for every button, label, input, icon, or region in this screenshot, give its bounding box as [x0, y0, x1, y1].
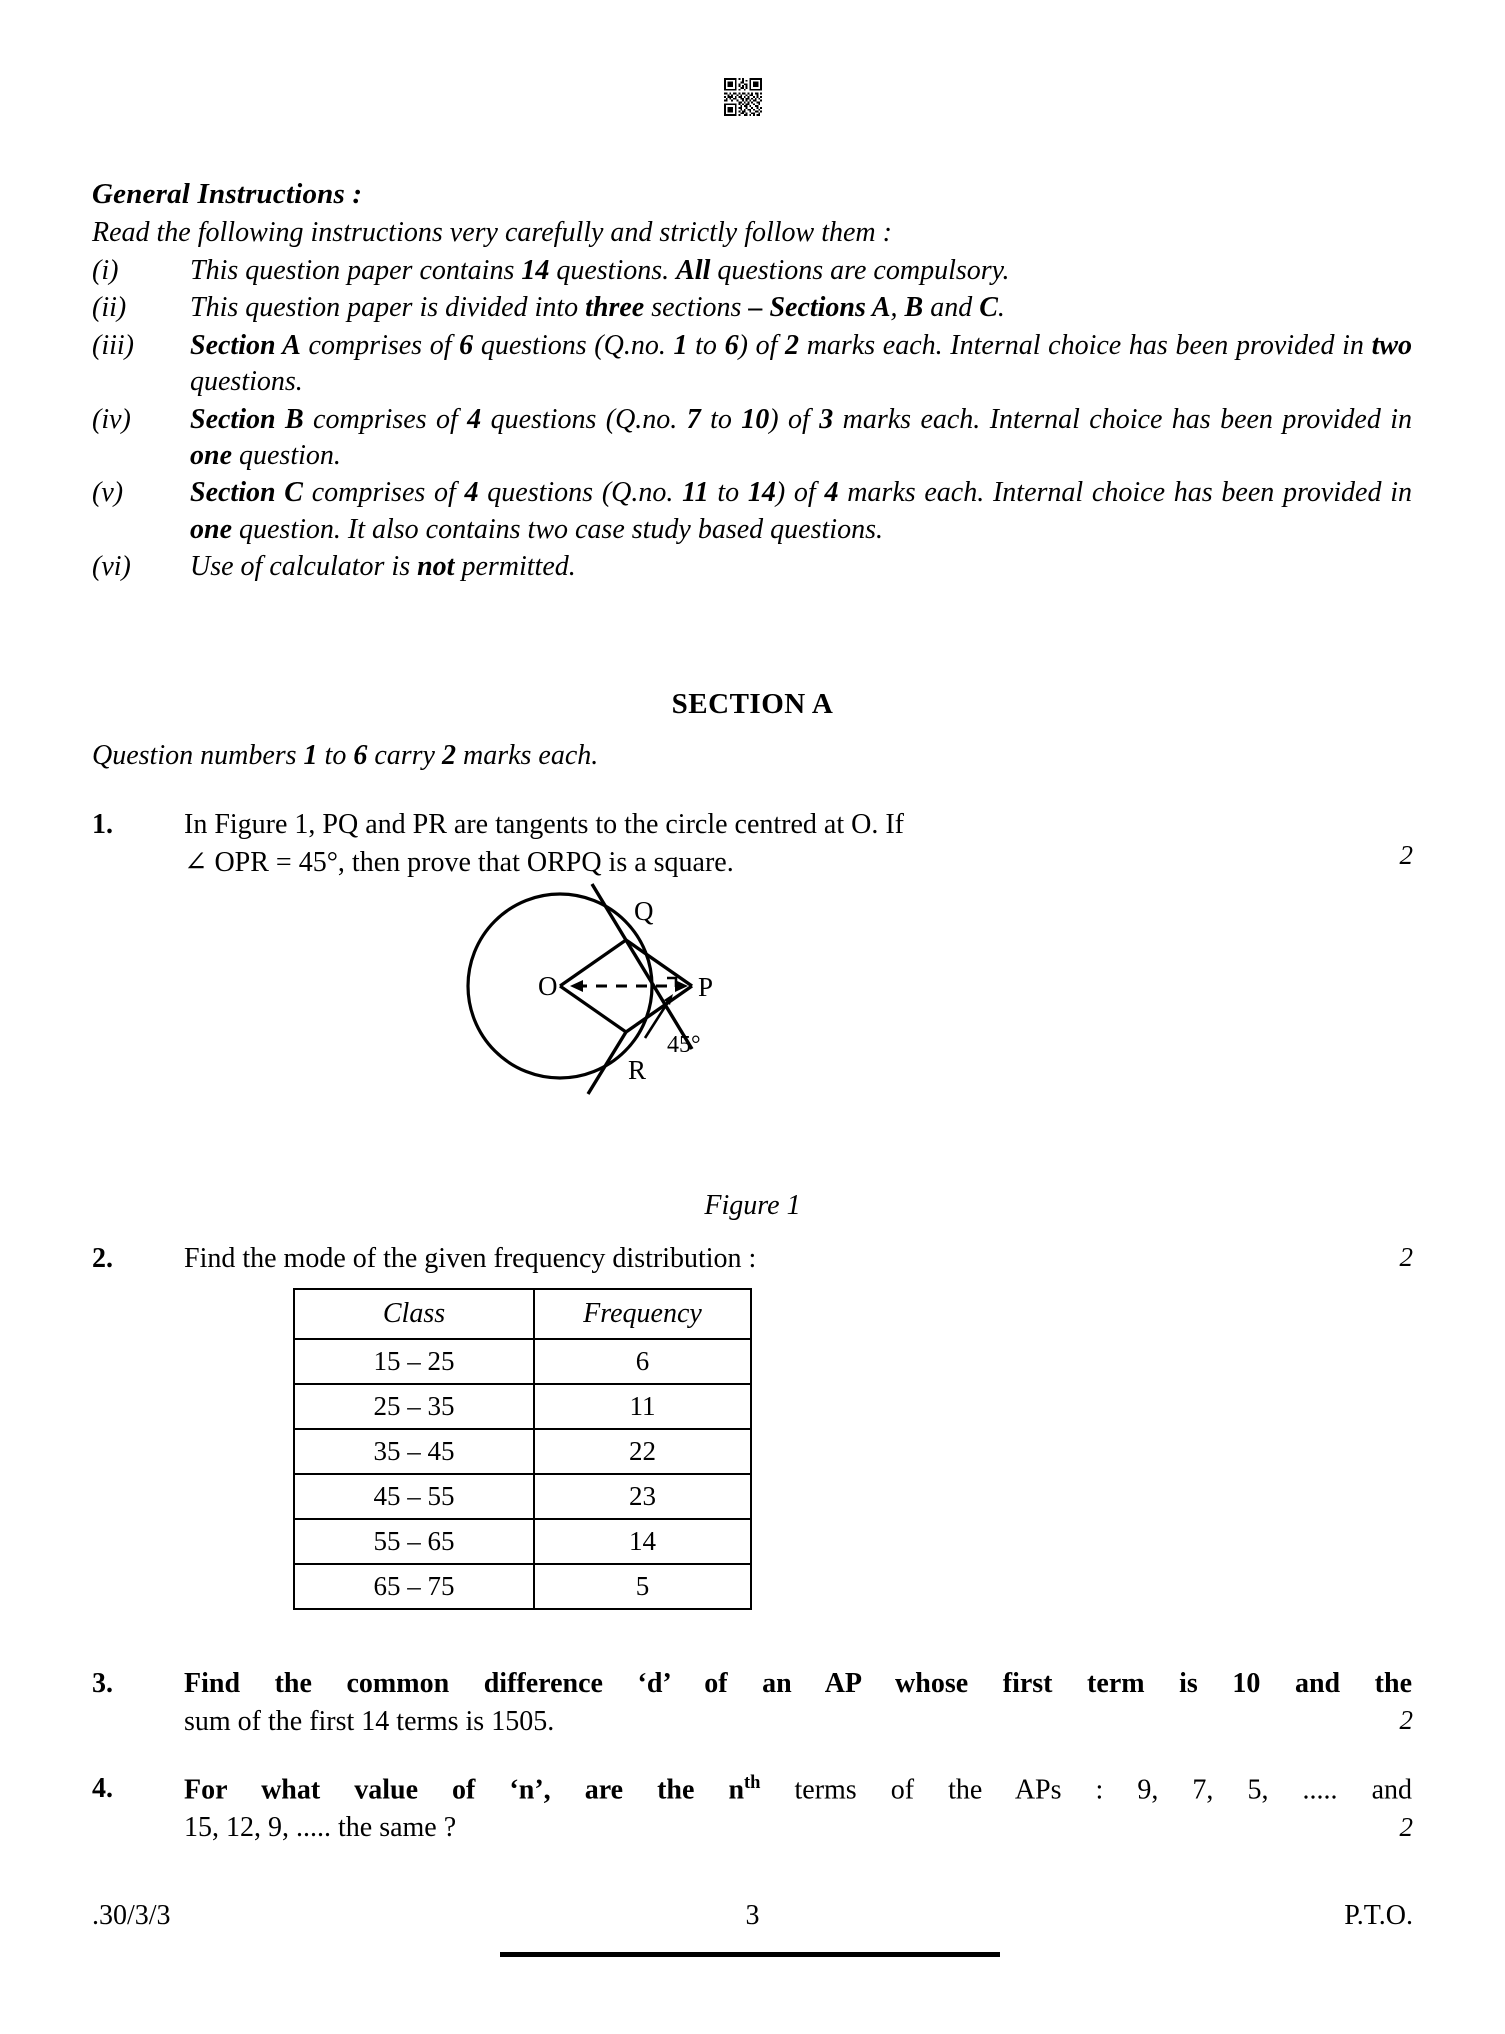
instruction-item [92, 549, 1412, 585]
tangent-extension-r [588, 1032, 626, 1094]
instruction-text: Section A comprises of 6 questions (Q.no. 1 to 6) of 2 marks each. Internal choice has been provided in two questions. [190, 329, 1413, 398]
table-row [294, 1429, 751, 1474]
footer-divider [500, 1952, 1000, 1957]
question-2-marks: 2 [1399, 1242, 1413, 1272]
section-a-lead: Question numbers 1 to 6 carry 2 marks each. [92, 740, 599, 771]
question-2 [92, 1240, 1412, 1278]
instruction-item [92, 475, 1412, 548]
question-number: 3. [92, 1668, 113, 1699]
table-header-row [294, 1289, 751, 1339]
radius-oq [560, 940, 626, 986]
question-line: In Figure 1, PQ and PR are tangents to the circle centred at O. If [184, 809, 905, 840]
instruction-text: This question paper contains 14 questions. All questions are compulsory. [190, 255, 1010, 286]
pto-label: P.T.O. [1344, 1900, 1413, 1931]
instruction-marker: (i) [92, 255, 119, 286]
instruction-text: Section C comprises of 4 questions (Q.no. 11 to 14) of 4 marks each. Internal choice has been provided in one question. It also contains two case study based questions. [190, 477, 1413, 545]
column-header-class: Class [294, 1289, 534, 1339]
cell-frequency: 23 [534, 1474, 751, 1519]
label-P: P [698, 972, 714, 1002]
page-number: 3 [745, 1900, 760, 1931]
instruction-item [92, 253, 1412, 289]
label-Q: Q [634, 896, 654, 926]
figure-1-caption: Figure 1 [704, 1190, 801, 1221]
instruction-marker: (iii) [92, 329, 134, 361]
cell-class: 35 – 45 [294, 1429, 534, 1474]
question-1-marks: 2 [1399, 840, 1413, 870]
instruction-marker: (v) [92, 477, 124, 509]
cell-frequency: 5 [534, 1564, 751, 1609]
cell-class: 45 – 55 [294, 1474, 534, 1519]
table-row [294, 1384, 751, 1429]
question-number: 2. [92, 1243, 113, 1274]
instruction-item [92, 290, 1412, 326]
question-body [184, 1665, 1412, 1740]
frequency-distribution-table [293, 1288, 752, 1610]
question-3 [92, 1665, 1412, 1740]
paper-code: .30/3/3 [92, 1900, 171, 1931]
cell-frequency: 14 [534, 1519, 751, 1564]
question-line: Find the mode of the given frequency distribution : [184, 1243, 757, 1274]
question-body [184, 1240, 1412, 1278]
angle-tick [667, 978, 676, 987]
arrowhead-left [570, 980, 583, 992]
label-angle: 45° [667, 1032, 701, 1058]
label-R: R [628, 1055, 647, 1085]
cell-class: 25 – 35 [294, 1384, 534, 1429]
question-3-marks: 2 [1399, 1705, 1413, 1735]
question-4-marks: 2 [1399, 1812, 1413, 1842]
instruction-item [92, 402, 1412, 475]
question-line: sum of the first 14 terms is 1505. [184, 1705, 555, 1737]
general-instructions [92, 178, 1412, 587]
instruction-marker: (ii) [92, 292, 127, 324]
instruction-marker: (iv) [92, 403, 131, 435]
table-row [294, 1564, 751, 1609]
table-row [294, 1339, 751, 1384]
qr-code-icon [724, 78, 762, 116]
cell-frequency: 22 [534, 1429, 751, 1474]
question-number: 1. [92, 809, 113, 840]
cell-class: 65 – 75 [294, 1564, 534, 1609]
radius-or [560, 986, 626, 1032]
general-instructions-lead: Read the following instructions very carefully and strictly follow them : [92, 217, 892, 248]
question-line: For what value of ‘n’, are the $n^{th}$ terms of the APs : 9, 7, 5, ..... and [184, 1772, 1412, 1806]
general-instructions-title: General Instructions : [92, 178, 363, 210]
question-4 [92, 1770, 1412, 1846]
instruction-item [92, 328, 1412, 401]
question-line: 15, 12, 9, ..... the same ? [184, 1811, 457, 1843]
question-body [184, 1770, 1412, 1846]
cell-frequency: 11 [534, 1384, 751, 1429]
instruction-text: Use of calculator is not permitted. [190, 551, 576, 583]
cell-frequency: 6 [534, 1339, 751, 1384]
question-line: ∠ OPR = 45°, then prove that ORPQ is a square. [184, 846, 734, 878]
instruction-marker: (vi) [92, 551, 131, 583]
table-row [294, 1474, 751, 1519]
cell-class: 15 – 25 [294, 1339, 534, 1384]
instruction-text: This question paper is divided into three sections – Sections A, B and C. [190, 292, 1005, 324]
question-number: 4. [92, 1773, 113, 1804]
column-header-frequency: Frequency [534, 1289, 751, 1339]
table-row [294, 1519, 751, 1564]
segment-qp [626, 940, 692, 986]
figure-1 [430, 866, 830, 1106]
cell-class: 55 – 65 [294, 1519, 534, 1564]
instruction-text: Section B comprises of 4 questions (Q.no. 7 to 10) of 3 marks each. Internal choice has been provided in one question. [190, 403, 1413, 471]
question-line: Find the common difference ‘d’ of an AP whose first term is 10 and the [184, 1668, 1412, 1699]
section-a-heading: SECTION A [671, 688, 834, 720]
label-O: O [538, 971, 558, 1001]
